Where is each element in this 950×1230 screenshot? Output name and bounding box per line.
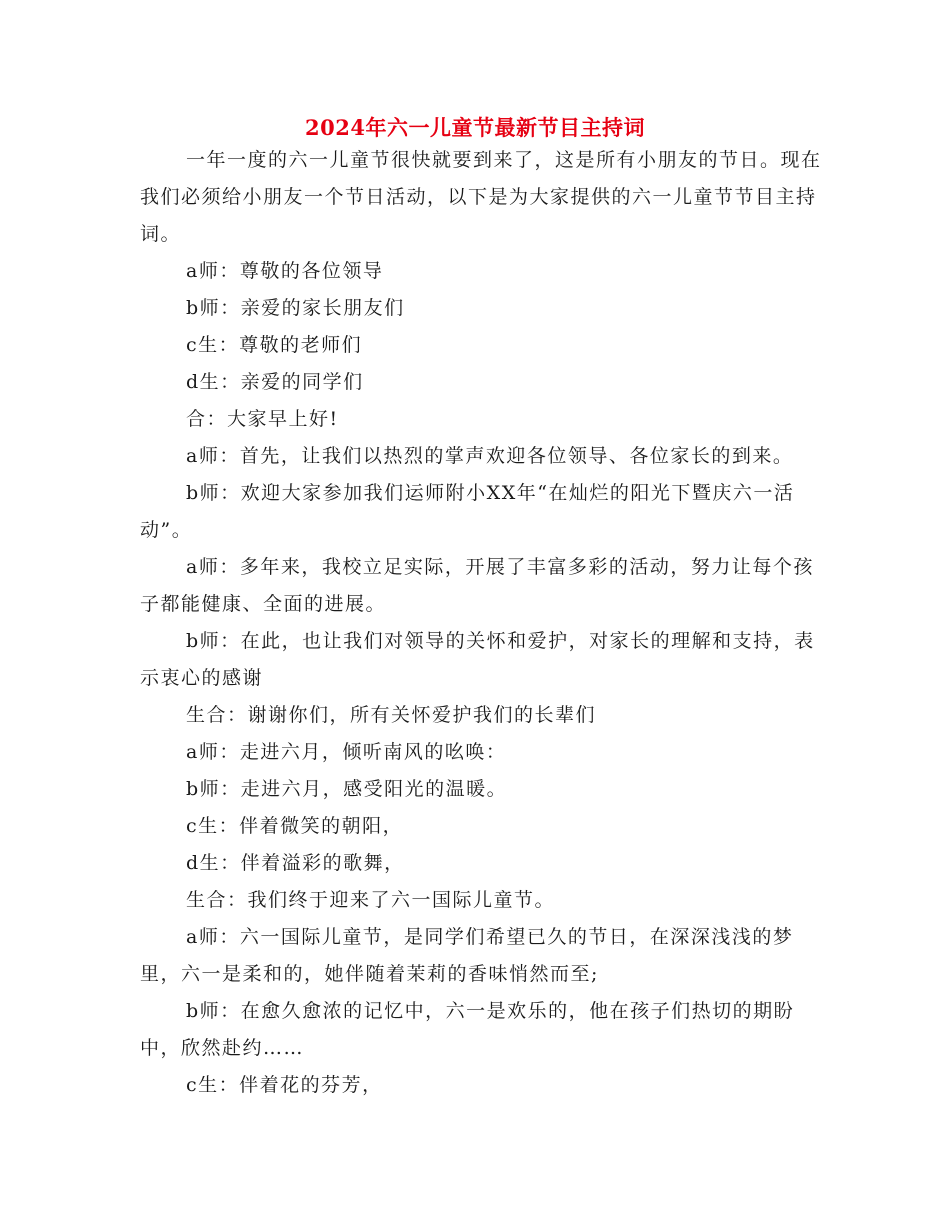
paragraph-line: c生：尊敬的老师们	[186, 334, 363, 356]
paragraph-line: b师：亲爱的家长朋友们	[186, 297, 405, 319]
document-body	[140, 142, 830, 1104]
paragraph-intro: 一年一度的六一儿童节很快就要到来了，这是所有小朋友的节日。现在我们必须给小朋友一个节日活动，以下是为大家提供的六一儿童节节目主持词。	[140, 149, 822, 245]
paragraph-line: a师：多年来，我校立足实际，开展了丰富多彩的活动，努力让每个孩子都能健康、全面的进展。	[140, 556, 814, 615]
paragraph-line: 合：大家早上好!	[186, 408, 339, 430]
paragraph-line: c生：伴着花的芬芳，	[186, 1074, 383, 1096]
paragraph-line: c生：伴着微笑的朝阳，	[186, 815, 404, 837]
paragraph-line: b师：欢迎大家参加我们运师附小XX年“在灿烂的阳光下暨庆六一活动”。	[140, 482, 795, 541]
paragraph-line: d生：伴着溢彩的歌舞，	[186, 852, 405, 874]
paragraph-line: b师：在愈久愈浓的记忆中，六一是欢乐的，他在孩子们热切的期盼中，欣然赴约……	[140, 1000, 795, 1059]
paragraph-line: 生合：我们终于迎来了六一国际儿童节。	[186, 889, 556, 911]
paragraph-line: b师：在此，也让我们对领导的关怀和爱护，对家长的理解和支持，表示衷心的感谢	[140, 630, 815, 689]
paragraph-line: b师：走进六月，感受阳光的温暖。	[186, 778, 508, 800]
paragraph-line: a师：尊敬的各位领导	[186, 260, 384, 282]
paragraph-line: a师：走进六月，倾听南风的吆唤：	[186, 741, 507, 763]
paragraph-line: a师：六一国际儿童节，是同学们希望已久的节日，在深深浅浅的梦里，六一是柔和的，她伴随着茉莉的香味悄然而至;	[140, 926, 794, 985]
paragraph-line: a师：首先，让我们以热烈的掌声欢迎各位领导、各位家长的到来。	[186, 445, 794, 467]
paragraph-line: d生：亲爱的同学们	[186, 371, 364, 393]
document-title: 2024年六一儿童节最新节目主持词	[305, 115, 645, 140]
paragraph-line: 生合：谢谢你们，所有关怀爱护我们的长辈们	[186, 704, 597, 726]
